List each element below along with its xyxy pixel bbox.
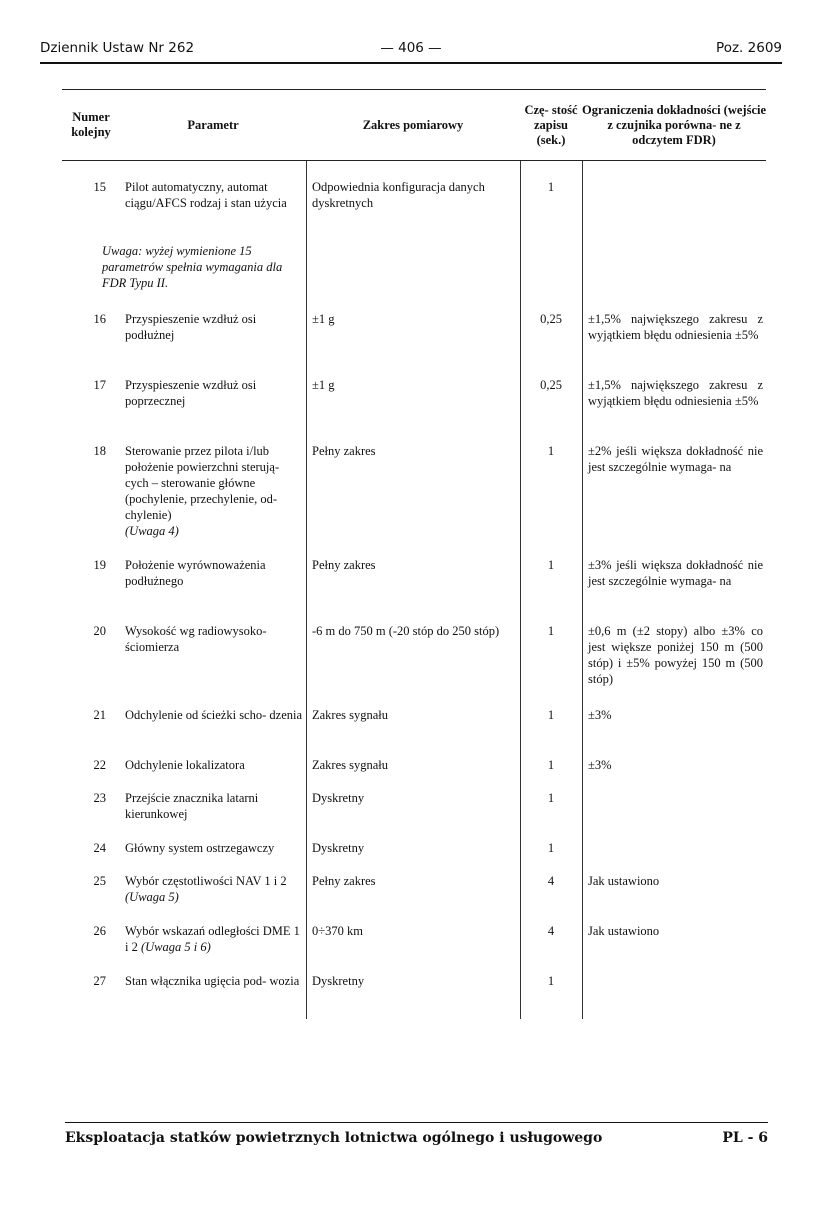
row-parameter-note: (Uwaga 5 i 6) <box>140 940 211 954</box>
row-accuracy: ±2% jeśli większa dokładność nie jest szczególnie wymaga- na <box>588 444 763 474</box>
row-number: 23 <box>93 791 106 805</box>
row-range: Pełny zakres <box>312 874 376 888</box>
row-frequency: 0,25 <box>540 312 562 326</box>
row-range: Pełny zakres <box>312 444 376 458</box>
table-note: Uwaga: wyżej wymienione 15 parametrów spełnia wymagania dla FDR Typu II. <box>102 244 283 290</box>
row-frequency: 1 <box>547 558 555 572</box>
row-parameter: Główny system ostrzegawczy <box>125 841 275 855</box>
row-parameter: Przejście znacznika latarni kierunkowej <box>125 791 259 821</box>
row-frequency: 1 <box>547 444 555 458</box>
column-divider <box>520 161 521 1019</box>
row-parameter: Pilot automatyczny, automat ciągu/AFCS rodzaj i stan użycia <box>125 180 287 210</box>
row-frequency: 1 <box>547 708 555 722</box>
row-number: 22 <box>93 758 106 772</box>
row-parameter-group <box>125 443 303 539</box>
table-body <box>62 161 766 1021</box>
row-parameter: Wybór częstotliwości NAV 1 i 2 <box>125 874 287 888</box>
page-number: — 406 — <box>380 40 442 56</box>
row-frequency: 0,25 <box>540 378 562 392</box>
row-frequency: 4 <box>547 874 555 888</box>
column-header-accuracy: Ograniczenia dokładności (wejście z czujnika porówna- ne z odczytem FDR) <box>582 102 767 147</box>
row-parameter-note: (Uwaga 5) <box>125 890 179 904</box>
row-range: Dyskretny <box>312 841 365 855</box>
row-number: 17 <box>93 378 106 392</box>
position-number: Poz. 2609 <box>716 40 782 56</box>
row-frequency: 1 <box>547 791 555 805</box>
row-accuracy: ±3% <box>588 758 612 772</box>
column-divider <box>582 161 583 1019</box>
page-footer <box>65 1130 768 1150</box>
row-accuracy: ±1,5% największego zakresu z wyjątkiem błędu odniesienia ±5% <box>588 312 763 342</box>
row-parameter-group <box>125 923 303 955</box>
row-range: Odpowiednia konfiguracja danych dyskretnych <box>312 180 485 210</box>
row-accuracy: ±3% <box>588 708 612 722</box>
footer-title: Eksploatacja statków powietrznych lotnictwa ogólnego i usługowego <box>65 1130 603 1146</box>
parameters-table <box>62 89 766 1021</box>
row-range: Zakres sygnału <box>312 708 389 722</box>
row-frequency: 1 <box>547 974 555 988</box>
row-number: 15 <box>93 180 106 194</box>
row-frequency: 4 <box>547 924 555 938</box>
row-parameter: Wysokość wg radiowysoko- ściomierza <box>125 624 267 654</box>
row-accuracy: ±3% jeśli większa dokładność nie jest szczególnie wymaga- na <box>588 558 763 588</box>
row-number: 19 <box>93 558 106 572</box>
row-range: Dyskretny <box>312 974 365 988</box>
row-parameter: Przyspieszenie wzdłuż osi poprzecznej <box>125 378 257 408</box>
row-number: 27 <box>93 974 106 988</box>
row-range: Dyskretny <box>312 791 365 805</box>
row-number: 24 <box>93 841 106 855</box>
column-header-frequency: Czę- stość zapisu (sek.) <box>524 102 578 147</box>
row-number: 20 <box>93 624 106 638</box>
row-accuracy: ±0,6 m (±2 stopy) albo ±3% co jest większe poniżej 150 m (500 stóp) i ±5% powyżej 150 m (500 stóp) <box>588 624 763 686</box>
row-accuracy: Jak ustawiono <box>588 874 660 888</box>
row-parameter-group <box>125 873 303 905</box>
row-number: 26 <box>93 924 106 938</box>
column-header-range: Zakres pomiarowy <box>362 117 464 132</box>
row-parameter: Sterowanie przez pilota i/lub położenie powierzchni sterują- cych – sterowanie główne (pochylenie, przechylenie, od- chylenie) <box>125 444 280 522</box>
header-rule <box>40 62 782 64</box>
row-frequency: 1 <box>547 624 555 638</box>
page-header <box>40 40 782 62</box>
row-range: -6 m do 750 m (-20 stóp do 250 stóp) <box>312 624 500 638</box>
row-number: 18 <box>93 444 106 458</box>
footer-code: PL - 6 <box>722 1130 768 1146</box>
column-divider <box>306 161 307 1019</box>
row-accuracy: Jak ustawiono <box>588 924 660 938</box>
row-number: 25 <box>93 874 106 888</box>
row-parameter: Odchylenie od ścieżki scho- dzenia <box>125 708 303 722</box>
row-frequency: 1 <box>547 180 555 194</box>
row-parameter: Odchylenie lokalizatora <box>125 758 245 772</box>
row-frequency: 1 <box>547 841 555 855</box>
row-frequency: 1 <box>547 758 555 772</box>
row-range: Pełny zakres <box>312 558 376 572</box>
column-header-number: Numer kolejny <box>71 110 111 139</box>
journal-title: Dziennik Ustaw Nr 262 <box>40 40 195 56</box>
row-number: 21 <box>93 708 106 722</box>
row-accuracy: ±1,5% największego zakresu z wyjątkiem błędu odniesienia ±5% <box>588 378 763 408</box>
row-parameter-note: (Uwaga 4) <box>125 524 179 538</box>
footer-rule <box>65 1122 768 1123</box>
row-parameter: Wybór wskazań odległości DME 1 i 2 <box>125 924 300 954</box>
row-range: ±1 g <box>312 378 335 392</box>
table-header <box>62 89 766 161</box>
row-parameter: Stan włącznika ugięcia pod- wozia <box>125 974 300 988</box>
row-range: ±1 g <box>312 312 335 326</box>
row-number: 16 <box>93 312 106 326</box>
row-parameter: Położenie wyrównoważenia podłużnego <box>125 558 266 588</box>
row-parameter: Przyspieszenie wzdłuż osi podłużnej <box>125 312 257 342</box>
row-range: 0÷370 km <box>312 924 363 938</box>
column-header-parameter: Parametr <box>187 117 239 132</box>
row-range: Zakres sygnału <box>312 758 389 772</box>
